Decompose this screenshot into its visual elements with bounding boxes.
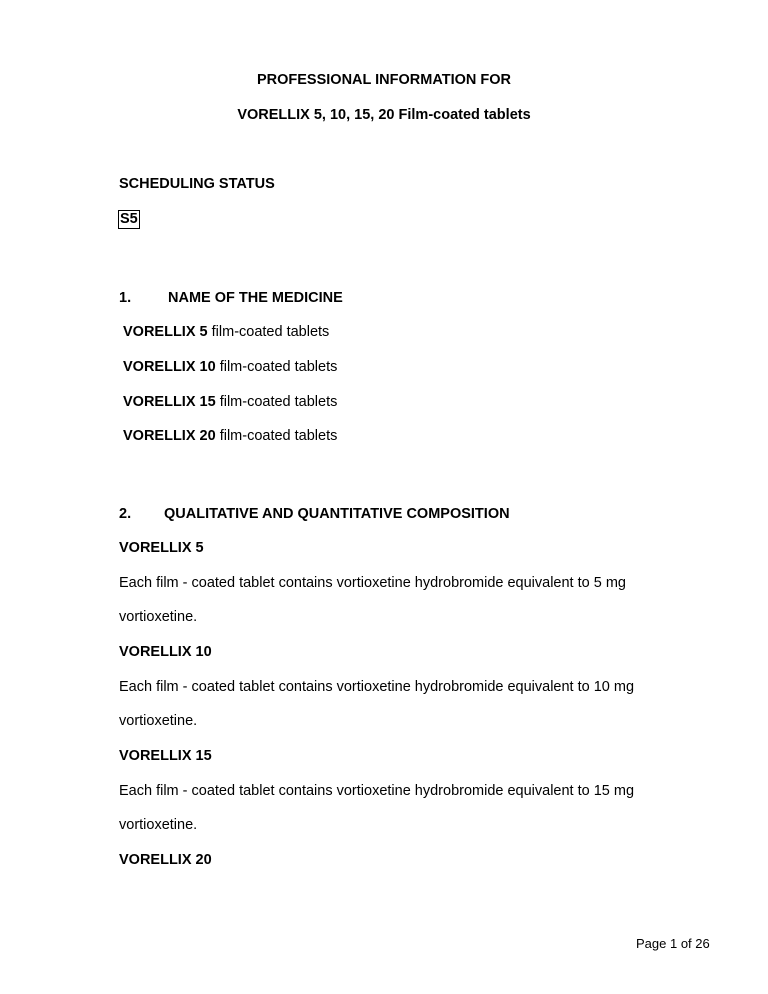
composition-product-name: VORELLIX 5 [119,540,204,556]
page-number: Page 1 of 26 [636,936,710,951]
document-subtitle: VORELLIX 5, 10, 15, 20 Film-coated tablets [237,107,531,123]
medicine-form: film-coated tablets [215,394,338,410]
composition-text: Each film - coated tablet contains vortioxetine hydrobromide equivalent to 15 mg [119,783,635,799]
composition-text: vortioxetine. [119,609,198,625]
section1-number: 1. [119,290,132,306]
composition-product-name: VORELLIX 20 [119,852,212,868]
medicine-name-item [123,360,337,375]
medicine-name-item [123,429,337,444]
composition-product-name: VORELLIX 10 [119,644,212,660]
composition-product-name: VORELLIX 15 [119,748,212,764]
composition-text: vortioxetine. [119,713,198,729]
scheduling-status-value [118,210,140,229]
medicine-name: VORELLIX 10 [123,359,216,375]
schedule-badge: S5 [120,211,138,227]
medicine-form: film-coated tablets [207,324,330,340]
scheduling-status-heading: SCHEDULING STATUS [119,176,275,192]
section2-heading: QUALITATIVE AND QUANTITATIVE COMPOSITION [164,506,510,522]
section1-heading: NAME OF THE MEDICINE [168,290,343,306]
medicine-name-item [123,325,329,340]
medicine-name-item [123,395,337,410]
document-title: PROFESSIONAL INFORMATION FOR [256,72,512,88]
medicine-form: film-coated tablets [215,359,338,375]
section2-number: 2. [119,506,132,522]
composition-text: Each film - coated tablet contains vortioxetine hydrobromide equivalent to 10 mg [119,679,635,695]
composition-text: vortioxetine. [119,817,198,833]
medicine-name: VORELLIX 5 [123,324,208,340]
medicine-form: film-coated tablets [215,428,338,444]
medicine-name: VORELLIX 20 [123,428,216,444]
composition-text: Each film - coated tablet contains vortioxetine hydrobromide equivalent to 5 mg [119,575,626,591]
medicine-name: VORELLIX 15 [123,394,216,410]
